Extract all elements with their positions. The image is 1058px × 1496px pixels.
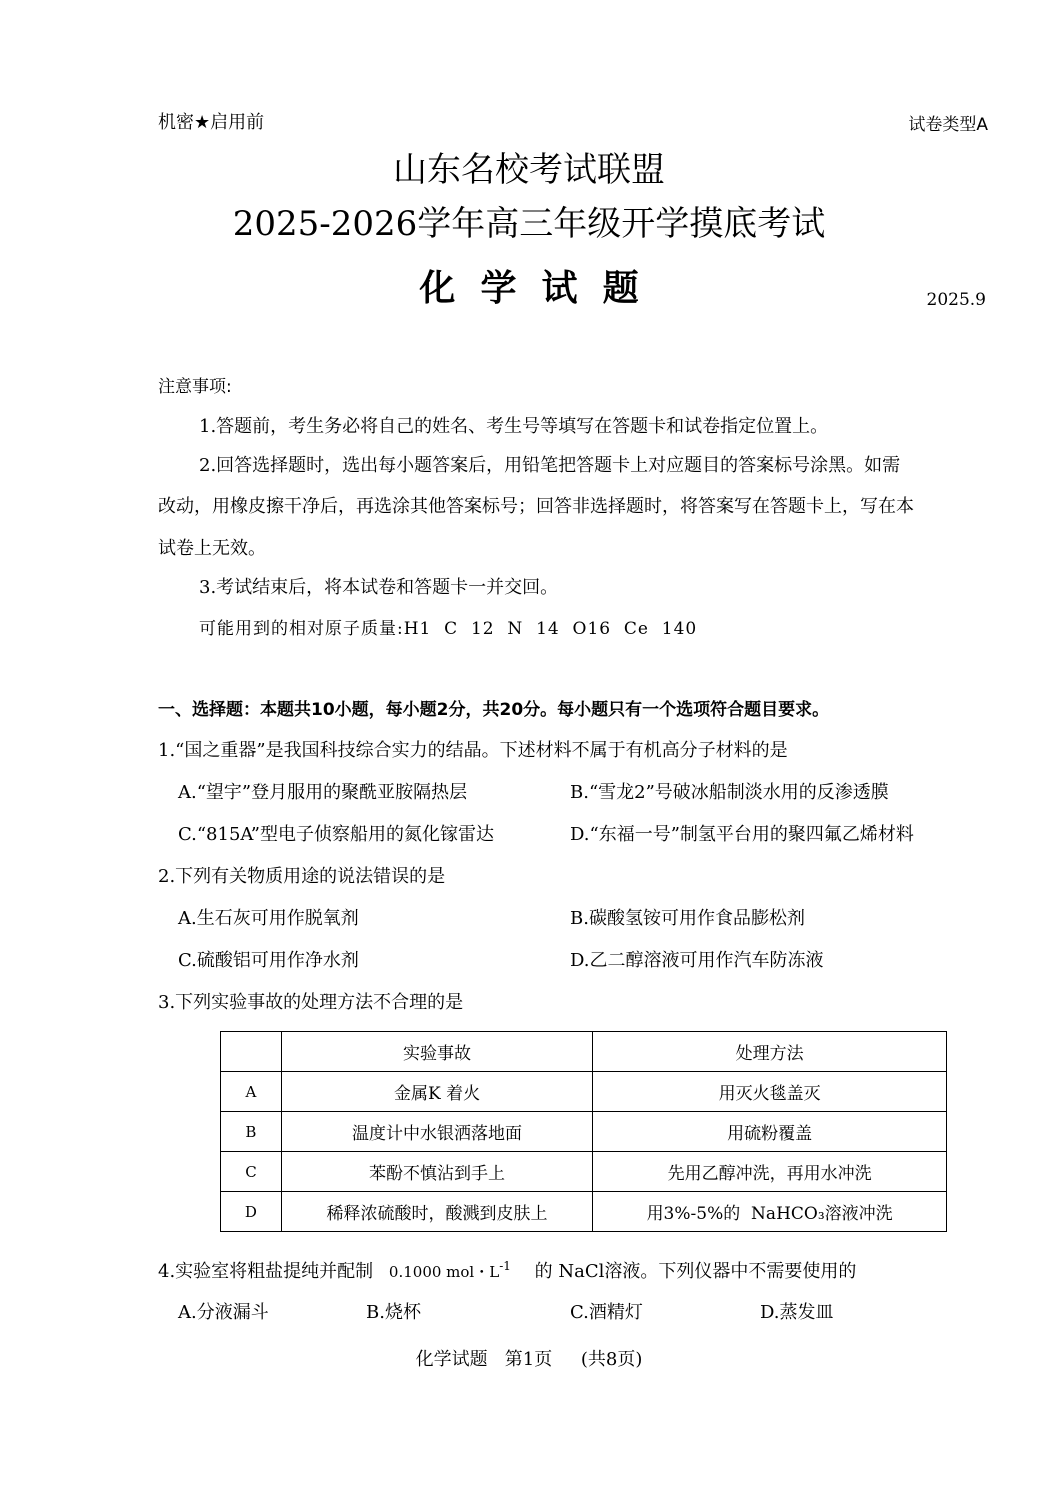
table-row-label: B	[221, 1112, 282, 1152]
table-header-cell	[221, 1032, 282, 1072]
table-header-cell: 处理方法	[593, 1032, 947, 1072]
exam-title-line1: 山东名校考试联盟	[393, 150, 665, 190]
table-cell-accident: 苯酚不慎沾到手上	[281, 1152, 592, 1192]
question-4-option-a: A.分液漏斗	[178, 1302, 269, 1323]
table-cell-accident: 温度计中水银洒落地面	[281, 1112, 592, 1152]
table-row-label: C	[221, 1152, 282, 1192]
exam-title-line2: 2025-2026学年高三年级开学摸底考试	[232, 204, 826, 244]
table-header-cell: 实验事故	[281, 1032, 592, 1072]
subject-title: 化 学 试 题	[419, 268, 639, 309]
question-4-concentration: 0.1000 mol・L	[388, 1263, 500, 1281]
question-2-option-c: C.硫酸铝可用作净水剂	[178, 950, 359, 971]
table-cell-method: 用3%-5%的 NaHCO₃溶液冲洗	[593, 1192, 947, 1232]
atomic-mass-note: 可能用到的相对原子质量:H1 C 12 N 14 O16 Ce 140	[199, 619, 698, 639]
table-cell-method: 用硫粉覆盖	[593, 1112, 947, 1152]
question-1-option-d: D.“东福一号”制氢平台用的聚四氟乙烯材料	[570, 824, 914, 845]
question-1-option-a: A.“望宇”登月服用的聚酰亚胺隔热层	[178, 782, 468, 803]
table-header-row	[221, 1032, 947, 1072]
question-4-stem-part1: 4.实验室将粗盐提纯并配制	[158, 1261, 374, 1282]
question-2-stem: 2.下列有关物质用途的说法错误的是	[158, 866, 446, 887]
question-3-stem: 3.下列实验事故的处理方法不合理的是	[158, 992, 464, 1013]
question-2-option-b: B.碳酸氢铵可用作食品膨松剂	[570, 908, 805, 929]
question-1-stem: 1.“国之重器”是我国科技综合实力的结晶。下述材料不属于有机高分子材料的是	[158, 740, 788, 761]
notice-item-2-line1: 2.回答选择题时，选出每小题答案后，用铅笔把答题卡上对应题目的答案标号涂黑。如需	[199, 455, 901, 476]
question-4-option-d: D.蒸发皿	[760, 1302, 834, 1323]
notice-item-1: 1.答题前，考生务必将自己的姓名、考生号等填写在答题卡和试卷指定位置上。	[199, 416, 829, 437]
question-1-option-c: C.“815A”型电子侦察船用的氮化镓雷达	[178, 824, 494, 845]
question-4-stem-part2: 的 NaCl溶液。下列仪器中不需要使用的	[534, 1261, 857, 1282]
table-row	[221, 1152, 947, 1192]
notice-item-2-line2: 改动，用橡皮擦干净后，再选涂其他答案标号；回答非选择题时，将答案写在答题卡上，写在本	[158, 496, 914, 517]
question-2-option-d: D.乙二醇溶液可用作汽车防冻液	[570, 950, 824, 971]
table-cell-accident: 金属K 着火	[281, 1072, 592, 1112]
notice-heading: 注意事项:	[158, 377, 232, 397]
confidential-label: 机密★启用前	[158, 112, 265, 133]
question-4-stem	[158, 1257, 856, 1283]
notice-item-2-line3: 试卷上无效。	[158, 538, 266, 559]
table-row	[221, 1112, 947, 1152]
question-4-option-b: B.烧杯	[366, 1302, 421, 1323]
question-2-option-a: A.生石灰可用作脱氧剂	[178, 908, 359, 929]
question-4-exponent: -1	[499, 1259, 511, 1273]
question-1-option-b: B.“雪龙2”号破冰船制淡水用的反渗透膜	[570, 782, 889, 803]
section-heading: 一、选择题：本题共10小题，每小题2分，共20分。每小题只有一个选项符合题目要求。	[158, 700, 830, 720]
table-row-label: D	[221, 1192, 282, 1232]
paper-type-label: 试卷类型A	[908, 115, 988, 135]
table-row	[221, 1072, 947, 1112]
page-footer: 化学试题 第1页 (共8页)	[415, 1349, 643, 1370]
table-row	[221, 1192, 947, 1232]
exam-date: 2025.9	[926, 290, 986, 310]
notice-item-3: 3.考试结束后，将本试卷和答题卡一并交回。	[199, 577, 559, 598]
table-row-label: A	[221, 1072, 282, 1112]
table-cell-method: 先用乙醇冲洗，再用水冲洗	[593, 1152, 947, 1192]
table-cell-method: 用灭火毯盖灭	[593, 1072, 947, 1112]
accident-table	[220, 1031, 947, 1232]
table-cell-accident: 稀释浓硫酸时，酸溅到皮肤上	[281, 1192, 592, 1232]
question-4-option-c: C.酒精灯	[570, 1302, 643, 1323]
